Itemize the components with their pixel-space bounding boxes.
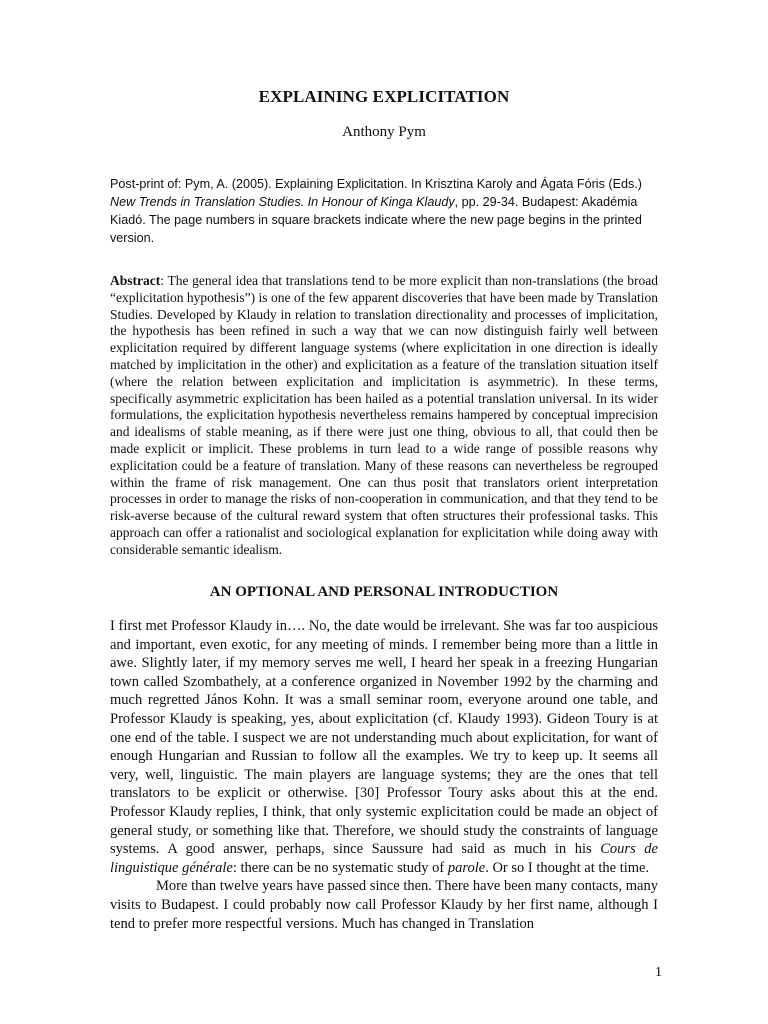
paper-author: Anthony Pym [342, 124, 426, 140]
body-paragraph-2: More than twelve years have passed since then. There have been many contacts, many visits to Budapest. I could probably now call Professor Klaudy by her first name, although I tend to prefer more respectful versions. Much has changed in Translation [110, 878, 658, 932]
postprint-outro: , pp. 29-34. Budapest: Akadémia Kiadó. The page numbers in square brackets indicate where the new page begins in the printed version. [110, 195, 642, 245]
paragraph-1-italic-2: parole [447, 859, 486, 876]
abstract-text: : The general idea that translations tend to be more explicit than non-translations (the broad “explicitation hypothesis”) is one of the few apparent discoveries that have been made by Translation Studies. Developed by Klaudy in relation to translation directionality and processes of implicitation, the hypothesis has been refined in such a way that we can now distinguish fairly well between explicitation required by different language systems (where explicitation in one direction is ideally matched by implicitation in the other) and explicitation as a feature of the translation situation itself (where the relation between explicitation and implicitation is asymmetric). In these terms, specifically asymmetric explicitation has been hailed as a potential translation universal. In its wider formulations, the explicitation hypothesis nevertheless remains hampered by conceptual imprecision and idealisms of stable meaning, as if there were just one thing, obvious to all, that could then be made explicit or implicit. These problems in turn lead to a wide range of possible reasons why explicitation could be a feature of translation. Many of these reasons can nevertheless be regrouped within the frame of risk management. One can thus posit that translators orient interpretation processes in order to manage the risks of non-cooperation in communication, and that they tend to be risk-averse because of the cultural reward system that often structures their professional tasks. This approach can offer a rationalist and sociological explanation for explicitation while doing away with considerable semantic idealism. [110, 273, 658, 557]
abstract [110, 273, 658, 559]
paragraph-1-part-c: . Or so I thought at the time. [485, 859, 650, 876]
page-number: 1 [655, 965, 662, 980]
body-paragraph-1 [110, 617, 658, 877]
paragraph-1-italic-1: Cours de linguistique générale [110, 841, 658, 876]
postprint-note [110, 175, 662, 247]
paragraph-1-part-b: : there can be no systematic study of [232, 859, 448, 876]
postprint-intro: Post-print of: Pym, A. (2005). Explaining Explicitation. In Krisztina Karoly and Ágata Fóris (Eds.) [110, 177, 642, 191]
paper-title: EXPLAINING EXPLICITATION [258, 87, 510, 106]
body-text [110, 617, 658, 933]
paragraph-1-part-a: I first met Professor Klaudy in…. No, the date would be irrelevant. She was far too auspicious and important, even exotic, for any meeting of minds. I remember being more than a little in awe. Slightly later, if my memory serves me well, I heard her speak in a freezing Hungarian town called Szombathely, at a conference organized in November 1992 by the charming and much regretted János Kohn. It was a small seminar room, everyone around one table, and Professor Klaudy is speaking, yes, about explicitation (cf. Klaudy 1993). Gideon Toury is at one end of the table. I suspect we are not understanding much about explicitation, for want of enough Hungarian and Russian to follow all the examples. We try to keep up. It seems all very, well, linguistic. The main players are language systems; they are the ones that tell translators to be explicit or otherwise. [30] Professor Toury asks about this at the end. Professor Klaudy replies, I think, that only systemic explicitation could be made an object of general study, or something like that. Therefore, we should study the constraints of language systems. A good answer, perhaps, since Saussure had said as much in his [110, 618, 658, 858]
section-heading: AN OPTIONAL AND PERSONAL INTRODUCTION [209, 584, 559, 600]
abstract-label: Abstract [110, 273, 161, 288]
postprint-book-title: New Trends in Translation Studies. In Honour of Kinga Klaudy [110, 195, 455, 209]
